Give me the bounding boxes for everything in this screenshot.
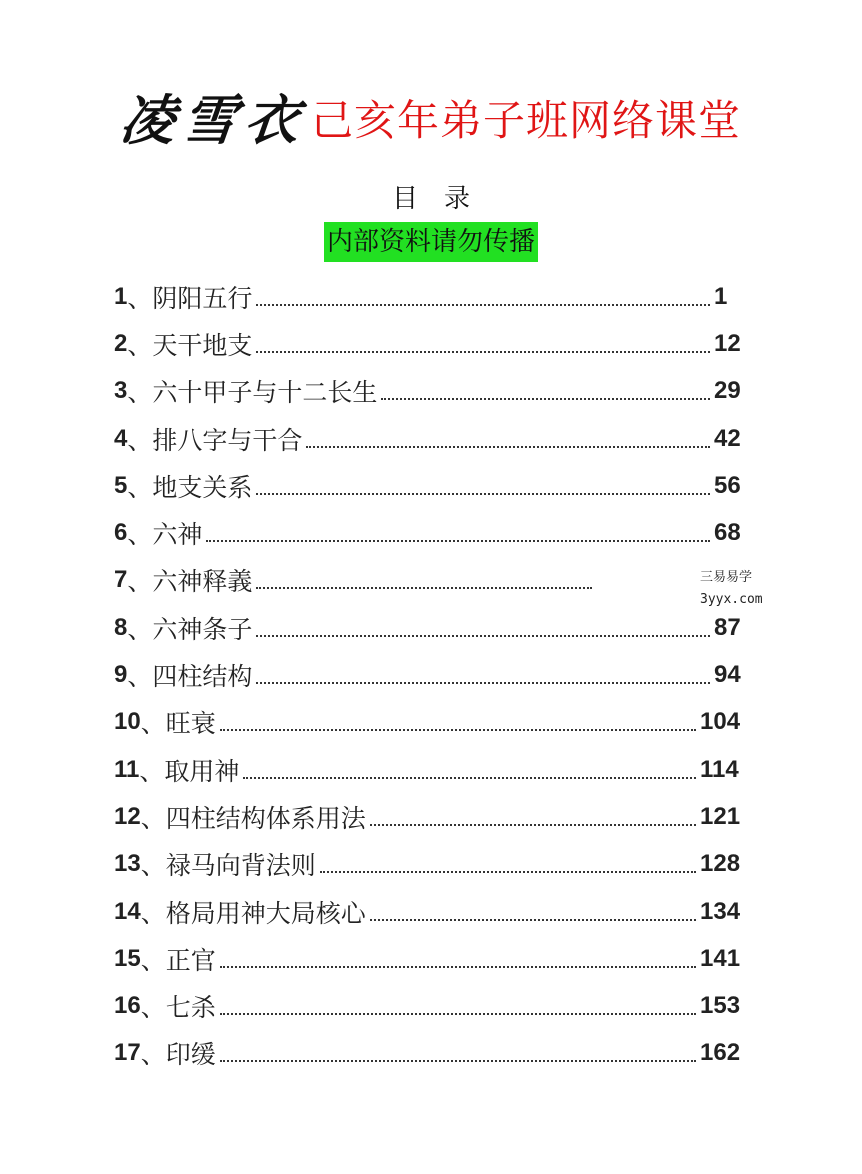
- table-of-contents: [114, 273, 744, 1077]
- toc-entry[interactable]: [114, 935, 744, 982]
- toc-entry-separator: 、: [127, 614, 153, 644]
- toc-entry-number: 15: [114, 944, 141, 972]
- toc-entry-number: 7: [114, 566, 128, 594]
- toc-entry[interactable]: [114, 320, 744, 367]
- dot-leader: [381, 398, 710, 400]
- toc-entry[interactable]: [114, 793, 744, 840]
- toc-entry[interactable]: [114, 1030, 744, 1077]
- toc-entry-separator: 、: [140, 1040, 166, 1070]
- toc-entry-page-number: 128: [700, 850, 741, 878]
- toc-entry-separator: 、: [127, 425, 153, 455]
- notice-wrapper: [0, 222, 862, 262]
- toc-entry-title: 阴阳五行: [152, 283, 253, 313]
- toc-entry[interactable]: [114, 273, 744, 320]
- toc-entry[interactable]: [114, 888, 744, 935]
- toc-entry-page-number: 94: [714, 661, 741, 689]
- toc-entry-separator: 、: [140, 803, 166, 833]
- dot-leader: [256, 635, 710, 637]
- toc-entry[interactable]: [114, 415, 744, 462]
- dot-leader: [256, 682, 710, 684]
- toc-entry-page-number: 162: [700, 1039, 741, 1067]
- toc-entry-number: 13: [114, 850, 141, 878]
- toc-entry[interactable]: [114, 604, 744, 651]
- toc-entry-separator: 、: [127, 283, 153, 313]
- dot-leader: [370, 919, 696, 921]
- toc-entry-number: 11: [114, 755, 140, 783]
- toc-entry-page-number: 153: [700, 992, 741, 1020]
- toc-entry[interactable]: [114, 699, 744, 746]
- toc-entry-page-number: 42: [714, 424, 741, 452]
- toc-entry-separator: 、: [127, 330, 153, 360]
- toc-entry-separator: 、: [139, 756, 165, 786]
- toc-entry-title: 六十甲子与十二长生: [152, 378, 378, 408]
- watermark-line1: 三易易学: [700, 570, 753, 585]
- toc-entry-title: 格局用神大局核心: [165, 898, 366, 928]
- toc-entry-page-number: 12: [714, 329, 741, 357]
- toc-entry-title: 四柱结构: [152, 662, 253, 692]
- dot-leader: [370, 824, 696, 826]
- toc-entry[interactable]: [114, 509, 744, 556]
- toc-entry-separator: 、: [127, 472, 153, 502]
- dot-leader: [243, 777, 696, 779]
- toc-entry-number: 1: [114, 282, 128, 310]
- dot-leader: [206, 540, 710, 542]
- toc-entry-number: 4: [114, 424, 128, 452]
- toc-entry[interactable]: [114, 982, 744, 1029]
- toc-entry-page-number: 134: [700, 897, 741, 925]
- toc-entry-title: 取用神: [164, 756, 240, 786]
- toc-entry-separator: 、: [140, 898, 166, 928]
- toc-entry-page-number: 56: [714, 471, 741, 499]
- toc-entry-page-number: 87: [714, 613, 741, 641]
- toc-entry-number: 3: [114, 377, 128, 405]
- dot-leader: [256, 351, 710, 353]
- toc-entry-number: 16: [114, 992, 141, 1020]
- toc-entry[interactable]: [114, 368, 744, 415]
- toc-entry-title: 天干地支: [152, 330, 253, 360]
- dot-leader: [220, 966, 696, 968]
- toc-entry[interactable]: [114, 651, 744, 698]
- toc-entry-title: 旺衰: [165, 709, 216, 739]
- dot-leader: [220, 1013, 696, 1015]
- document-header: [0, 78, 862, 155]
- toc-entry-number: 5: [114, 471, 128, 499]
- toc-entry-separator: 、: [140, 851, 166, 881]
- toc-entry-number: 8: [114, 613, 128, 641]
- toc-entry-number: 10: [114, 708, 141, 736]
- toc-entry-page-number: 141: [700, 944, 741, 972]
- watermark-line2: 3yyx.com: [700, 592, 763, 607]
- toc-entry-separator: 、: [140, 709, 166, 739]
- toc-entry-page-number: 1: [714, 282, 728, 310]
- toc-entry-separator: 、: [140, 945, 166, 975]
- toc-entry-title: 六神释義: [152, 567, 253, 597]
- toc-entry-page-number: 114: [700, 755, 739, 783]
- toc-entry[interactable]: [114, 746, 744, 793]
- toc-entry[interactable]: [114, 557, 744, 604]
- dot-leader: [256, 493, 710, 495]
- toc-entry-page-number: 104: [700, 708, 741, 736]
- toc-entry-title: 地支关系: [152, 472, 253, 502]
- toc-entry-number: 17: [114, 1039, 141, 1067]
- toc-entry-title: 正官: [165, 945, 216, 975]
- toc-entry-separator: 、: [140, 993, 166, 1023]
- toc-entry-number: 6: [114, 519, 128, 547]
- confidential-notice: 内部资料请勿传播: [324, 222, 538, 262]
- toc-entry-page-number: 121: [700, 802, 741, 830]
- dot-leader: [256, 587, 592, 589]
- toc-entry-separator: 、: [127, 567, 153, 597]
- toc-entry-title: 印缓: [165, 1040, 216, 1070]
- toc-entry-separator: 、: [127, 662, 153, 692]
- toc-entry[interactable]: [114, 462, 744, 509]
- toc-entry-number: 12: [114, 802, 141, 830]
- toc-entry-page-number: 29: [714, 377, 741, 405]
- dot-leader: [256, 304, 710, 306]
- toc-entry-title: 排八字与干合: [152, 425, 303, 455]
- watermark: [700, 567, 763, 611]
- toc-entry-number: 2: [114, 329, 128, 357]
- toc-entry-page-number: 68: [714, 519, 741, 547]
- dot-leader: [220, 1060, 696, 1062]
- toc-entry-title: 六神: [152, 520, 203, 550]
- toc-entry-title: 四柱结构体系用法: [165, 803, 366, 833]
- dot-leader: [220, 729, 696, 731]
- dot-leader: [306, 446, 710, 448]
- toc-entry-separator: 、: [127, 378, 153, 408]
- brand-name: 凌雪衣: [117, 88, 310, 152]
- course-title: 己亥年弟子班网络课堂: [310, 96, 741, 145]
- toc-entry-number: 14: [114, 897, 141, 925]
- toc-entry-title: 禄马向背法则: [165, 851, 316, 881]
- toc-entry[interactable]: [114, 841, 744, 888]
- toc-entry-title: 六神条子: [152, 614, 253, 644]
- toc-heading: 目录: [391, 184, 496, 214]
- toc-entry-separator: 、: [127, 520, 153, 550]
- toc-entry-title: 七杀: [165, 993, 216, 1023]
- toc-entry-number: 9: [114, 661, 128, 689]
- dot-leader: [320, 871, 696, 873]
